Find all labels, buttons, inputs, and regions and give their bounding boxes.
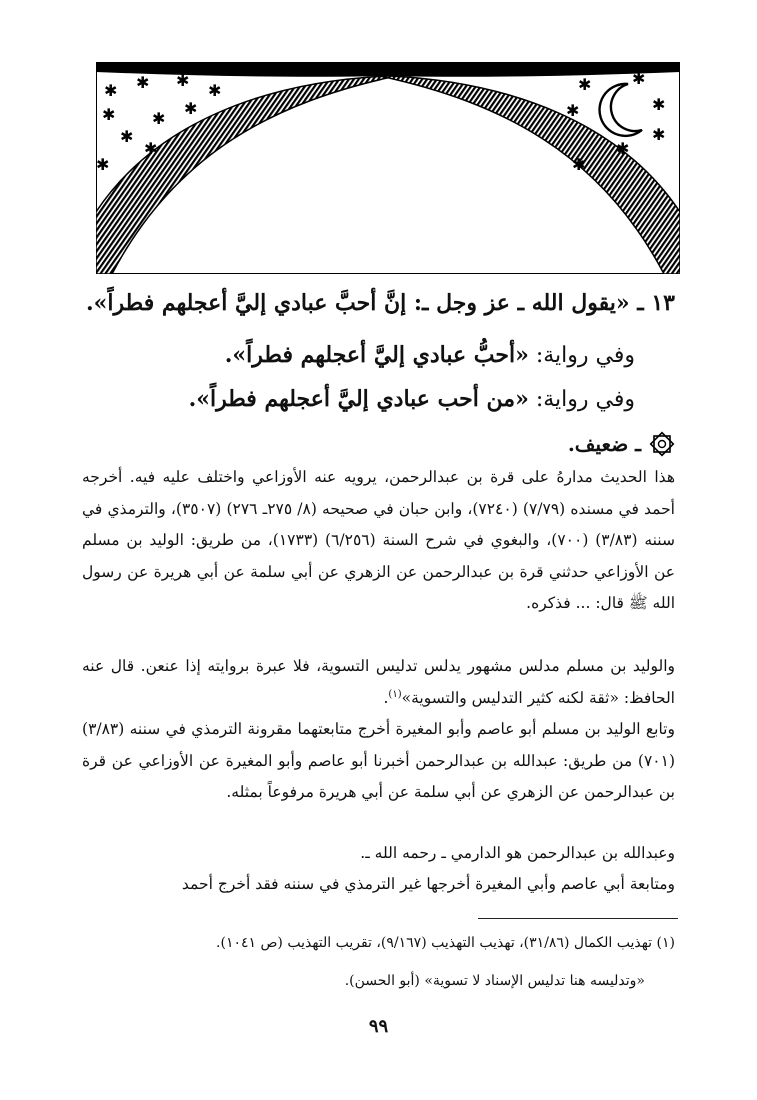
svg-text:✱: ✱ [184,99,198,118]
hadith-text [86,288,675,318]
variant-intro: وفي رواية: [528,387,635,412]
hadith-grade [568,430,675,458]
svg-text:✱: ✱ [652,125,666,144]
svg-text:✱: ✱ [578,75,592,94]
footnote-divider [478,918,678,919]
svg-text:✱: ✱ [176,71,190,90]
commentary-paragraph-5: ومتابعة أبي عاصم وأبي المغيرة أخرجها غير الترمذي في سننه فقد أخرج أحمد [181,875,675,893]
variant-intro: وفي رواية: [528,343,635,368]
commentary-paragraph-1: هذا الحديث مدارهُ على قرة بن عبدالرحمن، يرويه عنه الأوزاعي واختلف عليه فيه. أخرجه أحمد في مسنده (٧/٧٩) (٧٢٤٠)، وابن حبان في صحيحه (٨/ ٢٧٥ـ ٢٧٦) (٣٥٠٧)، والترمذي في سننه (٣/٨٣) (٧٠٠)، والبغوي في شرح السنة (٦/٢٥٦) (١٧٣٣)، من طريق: الوليد بن مسلم عن الأوزاعي حدثني قرة بن عبدالرحمن عن الزهري عن أبي سلمة عن أبي هريرة عن رسول الله ﷺ قال: ... فذكره. [82,468,675,612]
footnote-reference[interactable]: (١) [388,688,402,700]
svg-text:✱: ✱ [652,95,666,114]
night-sky-banner-icon [96,62,680,274]
paragraph-end: . [383,688,389,707]
svg-text:✱: ✱ [572,155,586,174]
paragraph-text: والوليد بن مسلم مدلس مشهور يدلس تدليس التسوية، فلا عبرة بروايته إذا عنعن. قال عنه الحافظ: «ثقة لكنه كثير التدليس والتسوية» [82,657,675,707]
commentary-paragraph-3: وتابع الوليد بن مسلم أبو عاصم وأبو المغيرة أخرج متابعتهما مقرونة الترمذي في سننه (٣/٨٣) (٧٠١) من طريق: عبدالله بن عبدالرحمن أخبرنا أبو عاصم وأبو المغيرة عن الأوزاعي عن قرة بن عبدالرحمن عن الزهري عن أبي سلمة عن أبي هريرة مرفوعاً بمثله. [82,720,675,801]
footnote-1 [82,930,675,956]
svg-text:✱: ✱ [136,73,150,92]
svg-text:✱: ✱ [208,81,222,100]
svg-text:✱: ✱ [632,69,646,88]
svg-text:✱: ✱ [616,139,630,158]
commentary-paragraph-4: وعبدالله بن عبدالرحمن هو الدارمي ـ رحمه الله ـ. [360,844,675,862]
svg-text:✱: ✱ [102,105,116,124]
hadith-variant-1 [225,340,635,371]
hadith-main-text: ـ «يقول الله ـ عز وجل ـ: إنَّ أحبَّ عبادي إليَّ أعجلهم فطراً». [85,290,652,316]
svg-text:✱: ✱ [96,155,110,174]
footnote-marker: (١) [656,935,675,951]
svg-text:✱: ✱ [566,101,580,120]
page-number: ٩٩ [368,1016,389,1037]
hadith-variant-2 [189,384,635,415]
variant-text: «أحبُّ عبادي إليَّ أعجلهم فطراً». [224,342,529,368]
footnote-text: تهذيب الكمال (٣١/٨٦)، تهذيب التهذيب (٩/١٦٧)، تقريب التهذيب (ص ١٠٤١). [216,935,657,951]
variant-text: «من أحب عبادي إليَّ أعجلهم فطراً». [188,386,529,412]
svg-text:✱: ✱ [144,139,158,158]
svg-text:✱: ✱ [152,109,166,128]
grade-label: ـ ضعيف. [567,432,641,456]
footnote-2 [82,968,645,994]
footnote-text: «وتدليسه هنا تدليس الإسناد لا تسوية» (أبو الحسن). [344,973,645,989]
svg-text:✱: ✱ [120,127,134,146]
commentary-paragraph-2 [82,651,675,714]
hadith-number: ١٣ [651,290,675,316]
octagram-star-icon [649,431,675,457]
svg-text:✱: ✱ [104,81,118,100]
